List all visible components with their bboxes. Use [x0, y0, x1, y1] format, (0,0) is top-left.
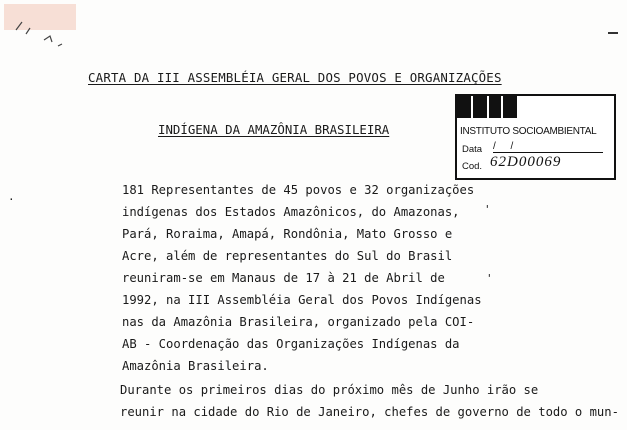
stamp-code-label: Cod. [462, 161, 483, 172]
body-line: Durante os primeiros dias do próximo mês de Junho irão se [120, 383, 539, 397]
stamp-organization: INSTITUTO SOCIOAMBIENTAL [460, 126, 597, 137]
body-line: reuniram-se em Manaus de 17 à 21 de Abril de [122, 271, 445, 285]
stamp-date-value: / / [493, 141, 603, 153]
handwritten-scribble [14, 10, 74, 50]
body-line: indígenas dos Estados Amazônicos, do Amazonas, [122, 205, 460, 219]
document-subtitle: INDÍGENA DA AMAZÔNIA BRASILEIRA [158, 122, 390, 137]
body-line: 181 Representantes de 45 povos e 32 organizações [122, 183, 475, 197]
margin-mark: ' [486, 272, 493, 285]
body-line: AB - Coordenação das Organizações Indígenas da [122, 337, 460, 351]
body-line: nas da Amazônia Brasileira, organizado pela COI- [122, 315, 475, 329]
body-line: Amazônia Brasileira. [122, 359, 269, 373]
margin-mark: · [8, 193, 15, 206]
body-line: Pará, Roraima, Amapá, Rondônia, Mato Grosso e [122, 227, 453, 241]
corner-dash [608, 32, 618, 34]
stamp-code-value: 62D00069 [490, 154, 562, 170]
body-line: Acre, além de representantes do Sul do Brasil [122, 249, 453, 263]
archive-stamp [455, 94, 616, 180]
stamp-logo-band [457, 96, 517, 118]
body-line: reunir na cidade do Rio de Janeiro, chefes de governo de todo o mun- [120, 405, 619, 419]
stamp-date-label: Data [462, 144, 483, 155]
body-line: 1992, na III Assembléia Geral dos Povos Indígenas [122, 293, 482, 307]
document-title: CARTA DA III ASSEMBLÉIA GERAL DOS POVOS E ORGANIZAÇÕES [88, 70, 502, 85]
margin-mark: ' [484, 203, 491, 216]
